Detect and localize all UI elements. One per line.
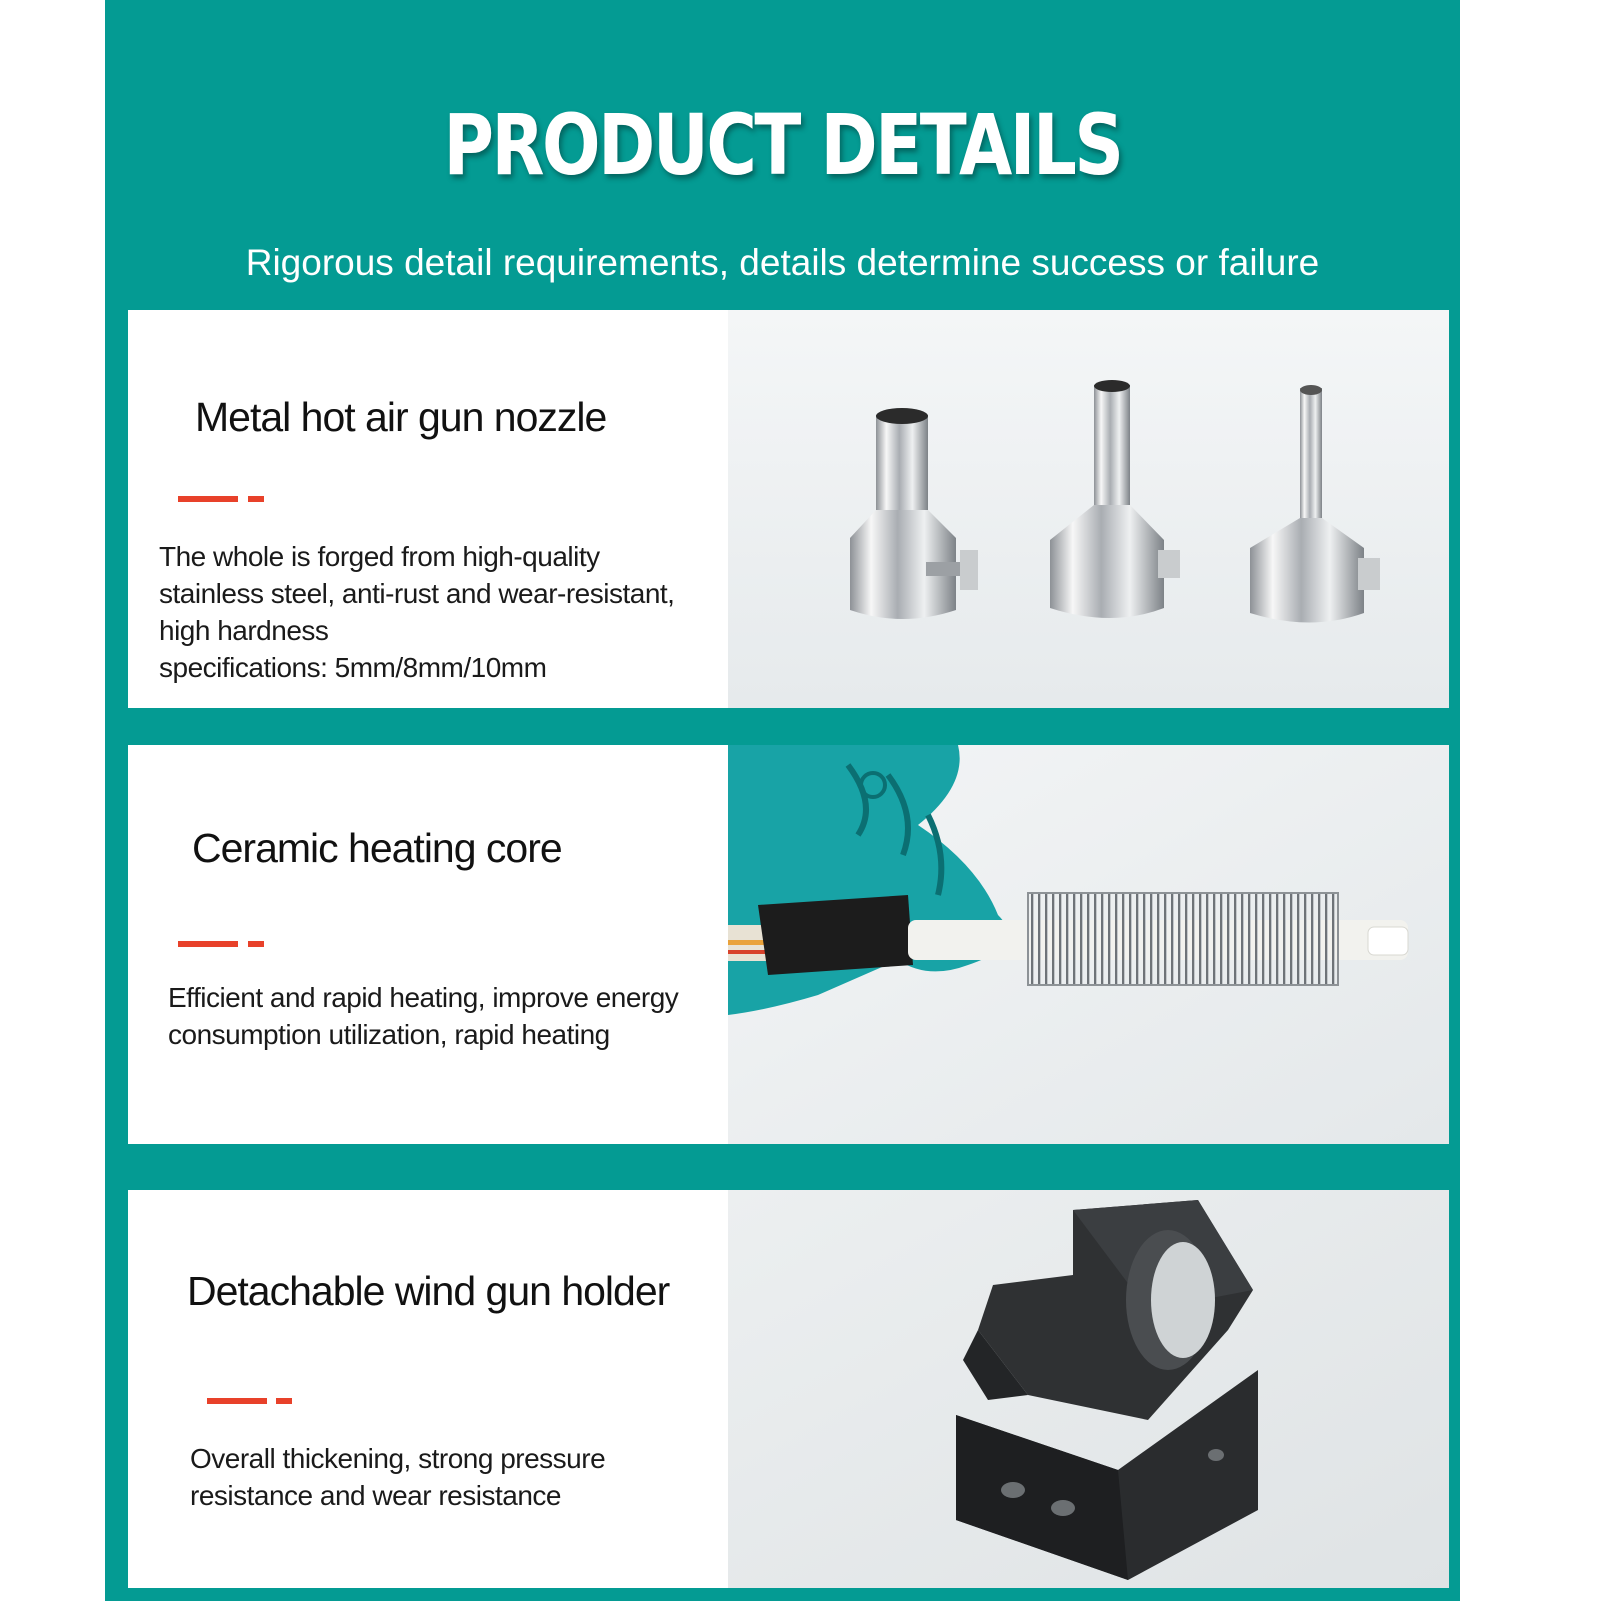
- feature-description: [168, 979, 678, 1053]
- accent-dash-short: [248, 941, 264, 947]
- accent-dash-long: [207, 1398, 267, 1404]
- feature-card-holder: [128, 1190, 1449, 1588]
- description-line: resistance and wear resistance: [190, 1480, 561, 1511]
- heating-core-illustration: [728, 745, 1449, 1144]
- accent-dash-short: [248, 496, 264, 502]
- description-line: Overall thickening, strong pressure: [190, 1443, 606, 1474]
- description-line: Efficient and rapid heating, improve energy: [168, 982, 679, 1013]
- nozzles-illustration: [728, 310, 1449, 708]
- description-line: The whole is forged from high-quality: [159, 541, 600, 572]
- description-line: high hardness: [159, 615, 329, 646]
- description-line: specifications: 5mm/8mm/10mm: [159, 652, 547, 683]
- feature-heading: Detachable wind gun holder: [187, 1268, 670, 1314]
- feature-text-area: [128, 1190, 728, 1588]
- nozzles-product-image: [728, 310, 1449, 708]
- page-subtitle: Rigorous detail requirements, details determine success or failure: [245, 242, 1320, 283]
- heating-core-product-image: [728, 745, 1449, 1144]
- accent-dash-long: [178, 941, 238, 947]
- holder-product-image: [728, 1190, 1449, 1588]
- feature-description: [190, 1440, 605, 1514]
- feature-text-area: [128, 310, 728, 708]
- page-title: PRODUCT DETAILS: [443, 96, 1122, 194]
- feature-card-nozzle: [128, 310, 1449, 708]
- accent-dash-short: [276, 1398, 292, 1404]
- feature-heading: Ceramic heating core: [192, 825, 562, 871]
- feature-card-heating-core: [128, 745, 1449, 1144]
- accent-dash-long: [178, 496, 238, 502]
- feature-heading: Metal hot air gun nozzle: [195, 394, 607, 440]
- description-line: consumption utilization, rapid heating: [168, 1019, 610, 1050]
- feature-description: [159, 538, 674, 686]
- feature-text-area: [128, 745, 728, 1144]
- holder-illustration: [728, 1190, 1449, 1588]
- description-line: stainless steel, anti-rust and wear-resistant,: [159, 578, 675, 609]
